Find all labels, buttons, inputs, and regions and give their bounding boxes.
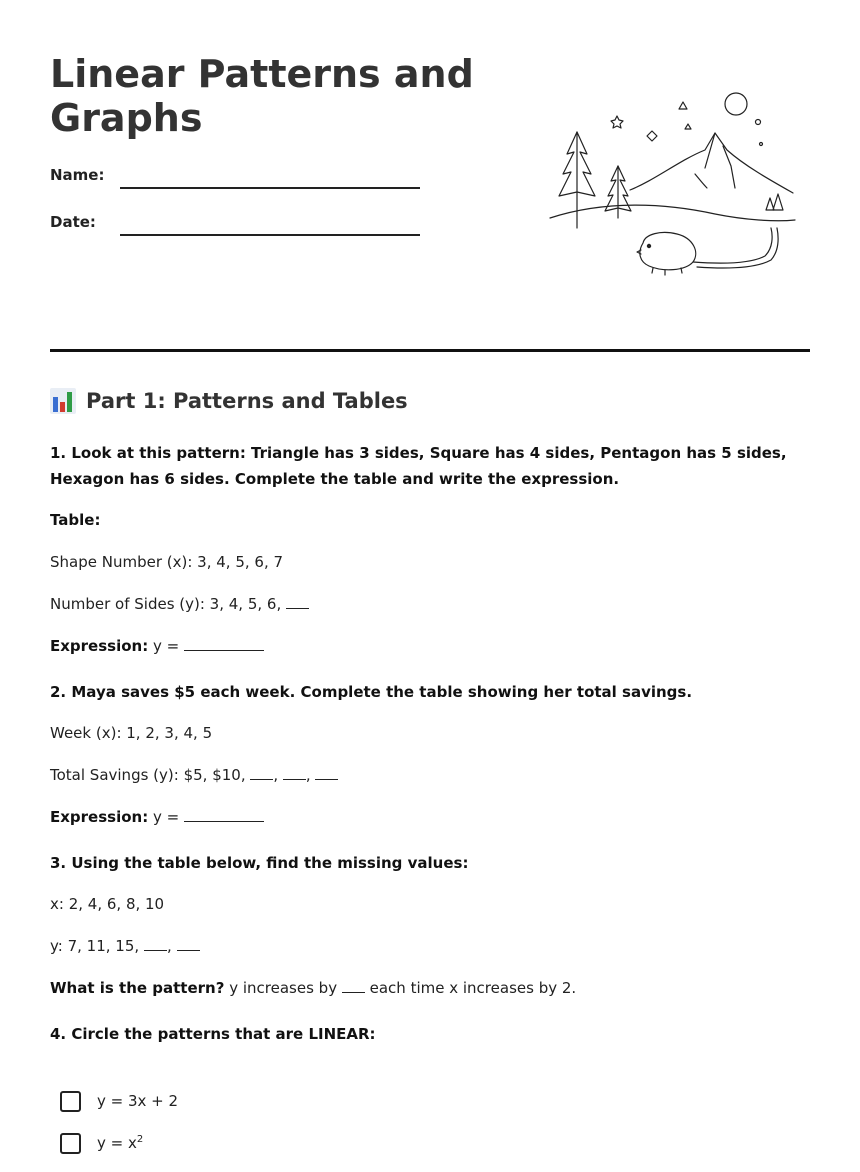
question-1-expression: Expression: y = [50, 634, 810, 659]
question-3-pattern: What is the pattern? y increases by each time x increases by 2. [50, 979, 577, 997]
question-2-row-x: Week (x): 1, 2, 3, 4, 5 [50, 724, 213, 742]
question-2-expression: Expression: y = [50, 805, 810, 830]
question-2-row-y: Total Savings (y): $5, $10, , , [50, 763, 810, 788]
answer-blank[interactable] [286, 595, 309, 609]
option-2-label: $y = x^2$ [97, 1134, 144, 1152]
date-input-line[interactable] [120, 234, 420, 236]
expression-blank[interactable] [184, 808, 264, 822]
option-1-label: y = 3x + 2 [97, 1092, 179, 1110]
answer-blank[interactable] [250, 766, 273, 780]
section-heading [50, 388, 408, 414]
bar-chart-icon [50, 388, 76, 414]
question-1-table-label: Table: [50, 511, 101, 529]
question-3-prompt: 3. Using the table below, find the missing values: [50, 854, 469, 872]
option-2-checkbox[interactable] [60, 1133, 81, 1154]
option-1[interactable] [60, 1088, 178, 1114]
mountain-scene-illustration [545, 88, 800, 283]
section-heading-text: Part 1: Patterns and Tables [86, 389, 408, 413]
question-1-prompt: 1. Look at this pattern: Triangle has 3 sides, Square has 4 sides, Pentagon has 5 sides, Hexagon has 6 sides. Complete the table and write the expression. [50, 444, 787, 488]
questions-content [50, 440, 810, 1071]
option-2[interactable] [60, 1130, 178, 1156]
question-3-row-y: y: 7, 11, 15, , [50, 934, 810, 959]
question-2-prompt: 2. Maya saves $5 each week. Complete the table showing her total savings. [50, 683, 693, 701]
answer-blank[interactable] [283, 766, 306, 780]
question-4-prompt: 4. Circle the patterns that are LINEAR: [50, 1025, 376, 1043]
answer-blank[interactable] [315, 766, 338, 780]
question-4-options [60, 1088, 178, 1172]
question-3-row-x: x: 2, 4, 6, 8, 10 [50, 895, 165, 913]
date-label: Date: [50, 213, 96, 231]
answer-blank[interactable] [342, 979, 365, 993]
option-1-checkbox[interactable] [60, 1091, 81, 1112]
name-input-line[interactable] [120, 187, 420, 189]
question-1-row-y: Number of Sides (y): 3, 4, 5, 6, [50, 592, 810, 617]
question-1-row-x: Shape Number (x): 3, 4, 5, 6, 7 [50, 553, 284, 571]
header-divider [50, 349, 810, 352]
name-label: Name: [50, 166, 105, 184]
expression-blank[interactable] [184, 637, 264, 651]
page-title: Linear Patterns and Graphs [50, 52, 474, 140]
answer-blank[interactable] [144, 937, 167, 951]
answer-blank[interactable] [177, 937, 200, 951]
